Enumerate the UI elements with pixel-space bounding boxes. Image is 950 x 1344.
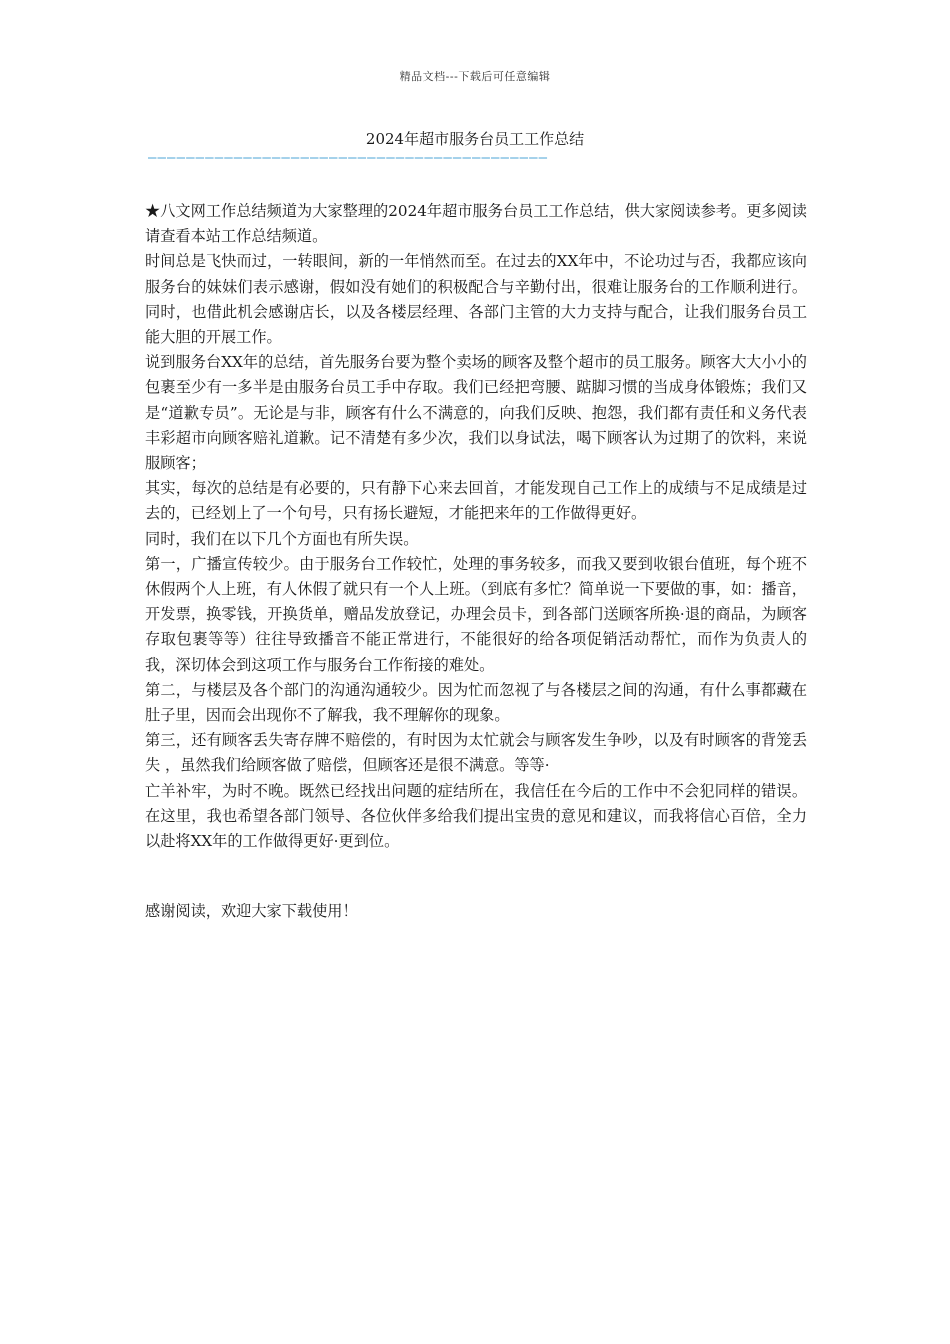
paragraph-shortcomings-intro: 同时，我们在以下几个方面也有所失误。 bbox=[145, 529, 419, 548]
paragraph-service-summary: 说到服务台XX年的总结，首先服务台要为整个卖场的顾客及整个超市的员工服务。顾客大大小小的包裹至少有一多半是由服务台员工手中存取。我们已经把弯腰、踮脚习惯的当成身体锻炼；我们又是“道歉专员”。无论是与非，顾客有什么不满意的，向我们反映、抱怨，我们都有责任和义务代表丰彩超市向顾客赔礼道歉。记不清楚有多少次，我们以身试法，喝下顾客认为过期了的饮料，来说服顾客； bbox=[145, 353, 807, 473]
title-divider: —————————————————————————————————————————— bbox=[148, 151, 549, 165]
paragraph-thanks: 时间总是飞快而过，一转眼间，新的一年悄然而至。在过去的XX年中，不论功过与否，我都应该向服务台的妹妹们表示感谢，假如没有她们的积极配合与辛勤付出，很难让服务台的工作顺利进行。同时，也借此机会感谢店长，以及各楼层经理、各部门主管的大力支持与配合，让我们服务台员工能大胆的开展工作。 bbox=[145, 252, 807, 347]
document-body bbox=[145, 199, 807, 854]
paragraph-reflection: 其实，每次的总结是有必要的，只有静下心来去回首，才能发现自己工作上的成绩与不足成绩是过去的，已经划上了一个句号，只有扬长避短，才能把来年的工作做得更好。 bbox=[145, 479, 807, 523]
paragraph-intro: ★八文网工作总结频道为大家整理的2024年超市服务台员工工作总结，供大家阅读参考。更多阅读请查看本站工作总结频道。 bbox=[145, 202, 807, 246]
paragraph-conclusion: 亡羊补牢，为时不晚。既然已经找出问题的症结所在，我信任在今后的工作中不会犯同样的错误。在这里，我也希望各部门领导、各位伙伴多给我们提出宝贵的意见和建议，而我将信心百倍，全力以赴将XX年的工作做得更好·更到位。 bbox=[145, 781, 807, 851]
paragraph-point-one: 第一，广播宣传较少。由于服务台工作较忙，处理的事务较多，而我又要到收银台值班，每个班不休假两个人上班，有人休假了就只有一个人上班。（到底有多忙？简单说一下要做的事，如：播音，开发票，换零钱，开换货单，赠品发放登记，办理会员卡，到各部门送顾客所换·退的商品，为顾客存取包裹等等）往往导致播音不能正常进行，不能很好的给各项促销活动帮忙，而作为负责人的我，深切体会到这项工作与服务台工作衔接的难处。 bbox=[145, 554, 807, 674]
header-note: 精品文档---下载后可任意编辑 bbox=[399, 70, 551, 83]
closing-note: 感谢阅读，欢迎大家下载使用！ bbox=[145, 902, 358, 920]
paragraph-point-two: 第二，与楼层及各个部门的沟通沟通较少。因为忙而忽视了与各楼层之间的沟通，有什么事都藏在肚子里，因而会出现你不了解我，我不理解你的现象。 bbox=[145, 680, 807, 725]
document-title: 2024年超市服务台员工工作总结 bbox=[365, 130, 585, 148]
paragraph-point-three: 第三，还有顾客丢失寄存牌不赔偿的，有时因为太忙就会与顾客发生争吵，以及有时顾客的背笼丢失 ，虽然我们给顾客做了赔偿，但顾客还是很不满意。等等· bbox=[145, 731, 807, 775]
